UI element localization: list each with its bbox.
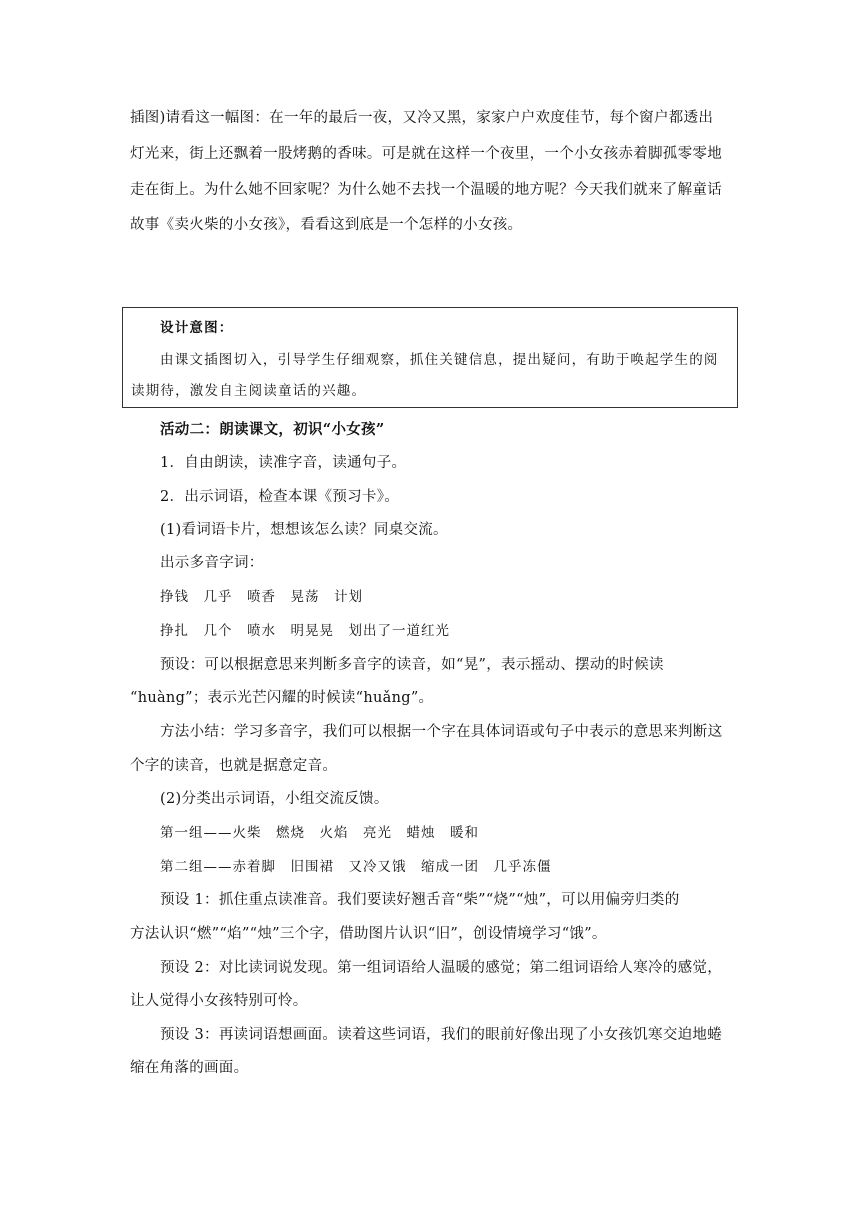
design-intent-box	[122, 307, 738, 408]
preset-1-line-2: 方法认识“燃”“焰”“烛”三个字，借助图片认识“旧”，创设情境学习“饿”。	[130, 926, 607, 942]
word-group-2-label: 第二组——	[160, 859, 233, 875]
intro-line-1: 插图)请看这一幅图：在一年的最后一夜，又冷又黑，家家户户欢度佳节，每个窗户都透出	[130, 110, 714, 126]
intro-line-4: 故事《卖火柴的小女孩》，看看这到底是一个怎样的小女孩。	[130, 217, 523, 233]
activity-heading: 活动二：朗读课文，初识“小女孩”	[160, 421, 385, 438]
method-summary-line-2: 个字的读音，也就是据意定音。	[130, 758, 338, 774]
method-summary-line-1: 方法小结：学习多音字，我们可以根据一个字在具体词语或句子中表示的意思来判断这	[160, 724, 723, 740]
intro-line-3: 走在街上。为什么她不回家呢？为什么她不去找一个温暖的地方呢？今天我们就来了解童话	[130, 182, 722, 198]
polyphone-row-2: 挣扎 几个 喷水 明晃晃 划出了一道红光	[160, 623, 450, 639]
preset-3-line-1: 预设 3：再读词语想画面。读着这些词语，我们的眼前好像出现了小女孩饥寒交迫地蜷	[160, 1027, 723, 1043]
sub-step-1: (1)看词语卡片，想想该怎么读？同桌交流。	[160, 522, 448, 538]
word-group-1	[160, 823, 760, 843]
design-intent-title: 设计意图：	[160, 320, 234, 336]
sub-step-2: (2)分类出示词语，小组交流反馈。	[160, 791, 389, 807]
step-2: 2．出示词语，检查本课《预习卡》。	[160, 489, 400, 505]
word-group-1-words: 火柴 燃烧 火焰 亮光 蜡烛 暖和	[232, 825, 479, 841]
preset-1-line-1: 预设 1：抓住重点读准音。我们要读好翘舌音“柴”“烧”“烛”，可以用偏旁归类的	[160, 892, 680, 908]
word-group-1-label: 第一组——	[160, 825, 233, 841]
design-intent-line-2: 读期待，激发自主阅读童话的兴趣。	[131, 383, 367, 399]
polyphone-row-1: 挣钱 几乎 喷香 晃荡 计划	[160, 589, 363, 605]
preset-line-2: “huàng”；表示光芒闪耀的时候读“huǎng”。	[130, 690, 434, 706]
polyphone-label: 出示多音字词：	[160, 555, 264, 571]
step-1: 1．自由朗读，读准字音，读通句子。	[160, 455, 407, 471]
preset-2-line-1: 预设 2：对比读词说发现。第一组词语给人温暖的感觉；第二组词语给人寒冷的感觉，	[160, 960, 723, 976]
word-group-2-words: 赤着脚 旧围裙 又冷又饿 缩成一团 几乎冻僵	[232, 859, 552, 875]
preset-3-line-2: 缩在角落的画面。	[130, 1060, 249, 1076]
preset-2-line-2: 让人觉得小女孩特别可怜。	[130, 993, 308, 1009]
word-group-2	[160, 857, 760, 877]
intro-line-2: 灯光来，街上还飘着一股烤鹅的香味。可是就在这样一个夜里，一个小女孩赤着脚孤零零地	[130, 146, 722, 162]
preset-line-1: 预设：可以根据意思来判断多音字的读音，如“晃”，表示摇动、摆动的时候读	[160, 657, 664, 673]
design-intent-line-1: 由课文插图切入，引导学生仔细观察，抓住关键信息，提出疑问，有助于唤起学生的阅	[160, 352, 719, 368]
